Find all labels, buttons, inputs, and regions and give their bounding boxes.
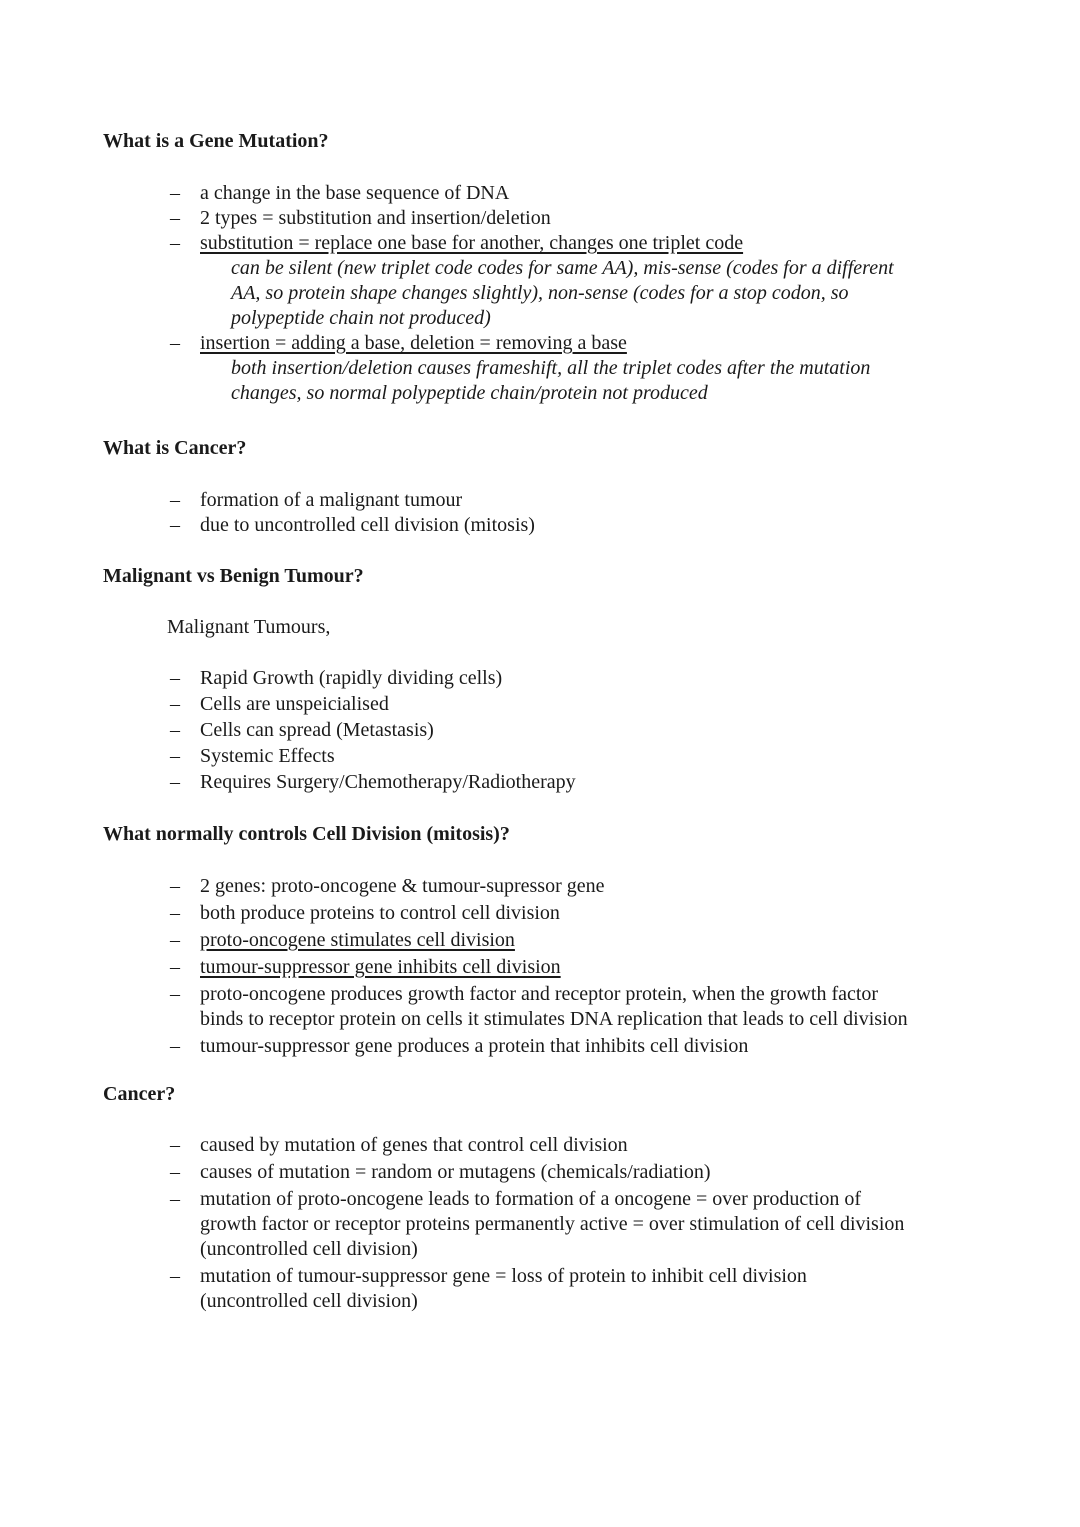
bullet-dash: – [170, 719, 180, 741]
cancer-list [0, 1133, 1000, 1314]
list-item-text: both produce proteins to control cell division [200, 902, 560, 924]
bullet-dash: – [170, 182, 180, 204]
bullet-dash: – [170, 745, 180, 767]
insertion-note-line: both insertion/deletion causes frameshift, all the triplet codes after the mutation [231, 357, 871, 379]
list-item [0, 692, 1000, 717]
list-item-text: formation of a malignant tumour [200, 489, 463, 511]
list-item [0, 1034, 1000, 1059]
controls-list [0, 874, 1000, 1059]
list-item [0, 1133, 1000, 1158]
list-item-text: Systemic Effects [200, 745, 335, 767]
gene-mutation-list [0, 181, 1000, 406]
insertion-note-line: changes, so normal polypeptide chain/protein not produced [231, 382, 708, 404]
bullet-dash: – [170, 514, 180, 536]
list-item [0, 231, 1000, 331]
list-item-text: Cells can spread (Metastasis) [200, 719, 434, 741]
list-item-text-cont: growth factor or receptor proteins permanently active = over stimulation of cell division [200, 1213, 905, 1235]
list-item [0, 1160, 1000, 1185]
bullet-dash: – [170, 232, 180, 254]
substitution-note-line: polypeptide chain not produced) [231, 307, 491, 329]
list-item [0, 718, 1000, 743]
malignant-tumours-label: Malignant Tumours, [167, 616, 331, 638]
bullet-dash: – [170, 693, 180, 715]
list-item [0, 1187, 1000, 1262]
heading-malignant-vs-benign: Malignant vs Benign Tumour? [103, 565, 364, 587]
list-item [0, 874, 1000, 899]
list-item-text: caused by mutation of genes that control cell division [200, 1134, 628, 1156]
list-item [0, 331, 1000, 406]
list-item-text: Cells are unspeicialised [200, 693, 389, 715]
list-item-text: proto-oncogene stimulates cell division [200, 929, 515, 951]
list-item [0, 181, 1000, 206]
list-item-text: Rapid Growth (rapidly dividing cells) [200, 667, 503, 689]
list-item [0, 955, 1000, 980]
list-item-text: Requires Surgery/Chemotherapy/Radiotherapy [200, 771, 576, 793]
bullet-dash: – [170, 1161, 180, 1183]
list-item-text: insertion = adding a base, deletion = removing a base [200, 332, 627, 354]
list-item-text: mutation of tumour-suppressor gene = loss of protein to inhibit cell division [200, 1265, 807, 1287]
bullet-dash: – [170, 667, 180, 689]
list-item-text: mutation of proto-oncogene leads to formation of a oncogene = over production of [200, 1188, 862, 1210]
heading-controls-cell-division: What normally controls Cell Division (mitosis)? [103, 823, 510, 845]
bullet-dash: – [170, 983, 180, 1005]
list-item-text: substitution = replace one base for another, changes one triplet code [200, 232, 744, 254]
list-item [0, 982, 1000, 1032]
list-item-text: causes of mutation = random or mutagens (chemicals/radiation) [200, 1161, 711, 1183]
list-item-text: 2 genes: proto-oncogene & tumour-supressor gene [200, 875, 605, 897]
bullet-dash: – [170, 1265, 180, 1287]
list-item [0, 770, 1000, 795]
bullet-dash: – [170, 489, 180, 511]
list-item [0, 666, 1000, 691]
list-item-text-cont: (uncontrolled cell division) [200, 1290, 418, 1312]
bullet-dash: – [170, 1134, 180, 1156]
list-item [0, 488, 1000, 513]
list-item-text: tumour-suppressor gene inhibits cell division [200, 956, 561, 978]
bullet-dash: – [170, 1035, 180, 1057]
list-item-text: tumour-suppressor gene produces a protein that inhibits cell division [200, 1035, 749, 1057]
list-item [0, 513, 1000, 538]
list-item-text: due to uncontrolled cell division (mitosis) [200, 514, 535, 536]
list-item [0, 206, 1000, 231]
bullet-dash: – [170, 207, 180, 229]
cancer-definition-list [0, 488, 1000, 538]
malignant-list [0, 666, 1000, 795]
bullet-dash: – [170, 332, 180, 354]
bullet-dash: – [170, 1188, 180, 1210]
list-item-text: a change in the base sequence of DNA [200, 182, 510, 204]
list-item [0, 901, 1000, 926]
bullet-dash: – [170, 771, 180, 793]
list-item-text: proto-oncogene produces growth factor and receptor protein, when the growth factor [200, 983, 879, 1005]
list-item [0, 744, 1000, 769]
bullet-dash: – [170, 956, 180, 978]
heading-cancer: Cancer? [103, 1083, 176, 1105]
list-item-text-cont: (uncontrolled cell division) [200, 1238, 418, 1260]
bullet-dash: – [170, 875, 180, 897]
list-item-text-cont: binds to receptor protein on cells it stimulates DNA replication that leads to cell division [200, 1008, 908, 1030]
bullet-dash: – [170, 902, 180, 924]
list-item-text: 2 types = substitution and insertion/deletion [200, 207, 551, 229]
heading-what-is-cancer: What is Cancer? [103, 437, 247, 459]
heading-gene-mutation: What is a Gene Mutation? [103, 130, 329, 152]
list-item [0, 928, 1000, 953]
list-item [0, 1264, 1000, 1314]
bullet-dash: – [170, 929, 180, 951]
substitution-note-line: AA, so protein shape changes slightly), non-sense (codes for a stop codon, so [231, 282, 849, 304]
substitution-note-line: can be silent (new triplet code codes for same AA), mis-sense (codes for a different [231, 257, 894, 279]
